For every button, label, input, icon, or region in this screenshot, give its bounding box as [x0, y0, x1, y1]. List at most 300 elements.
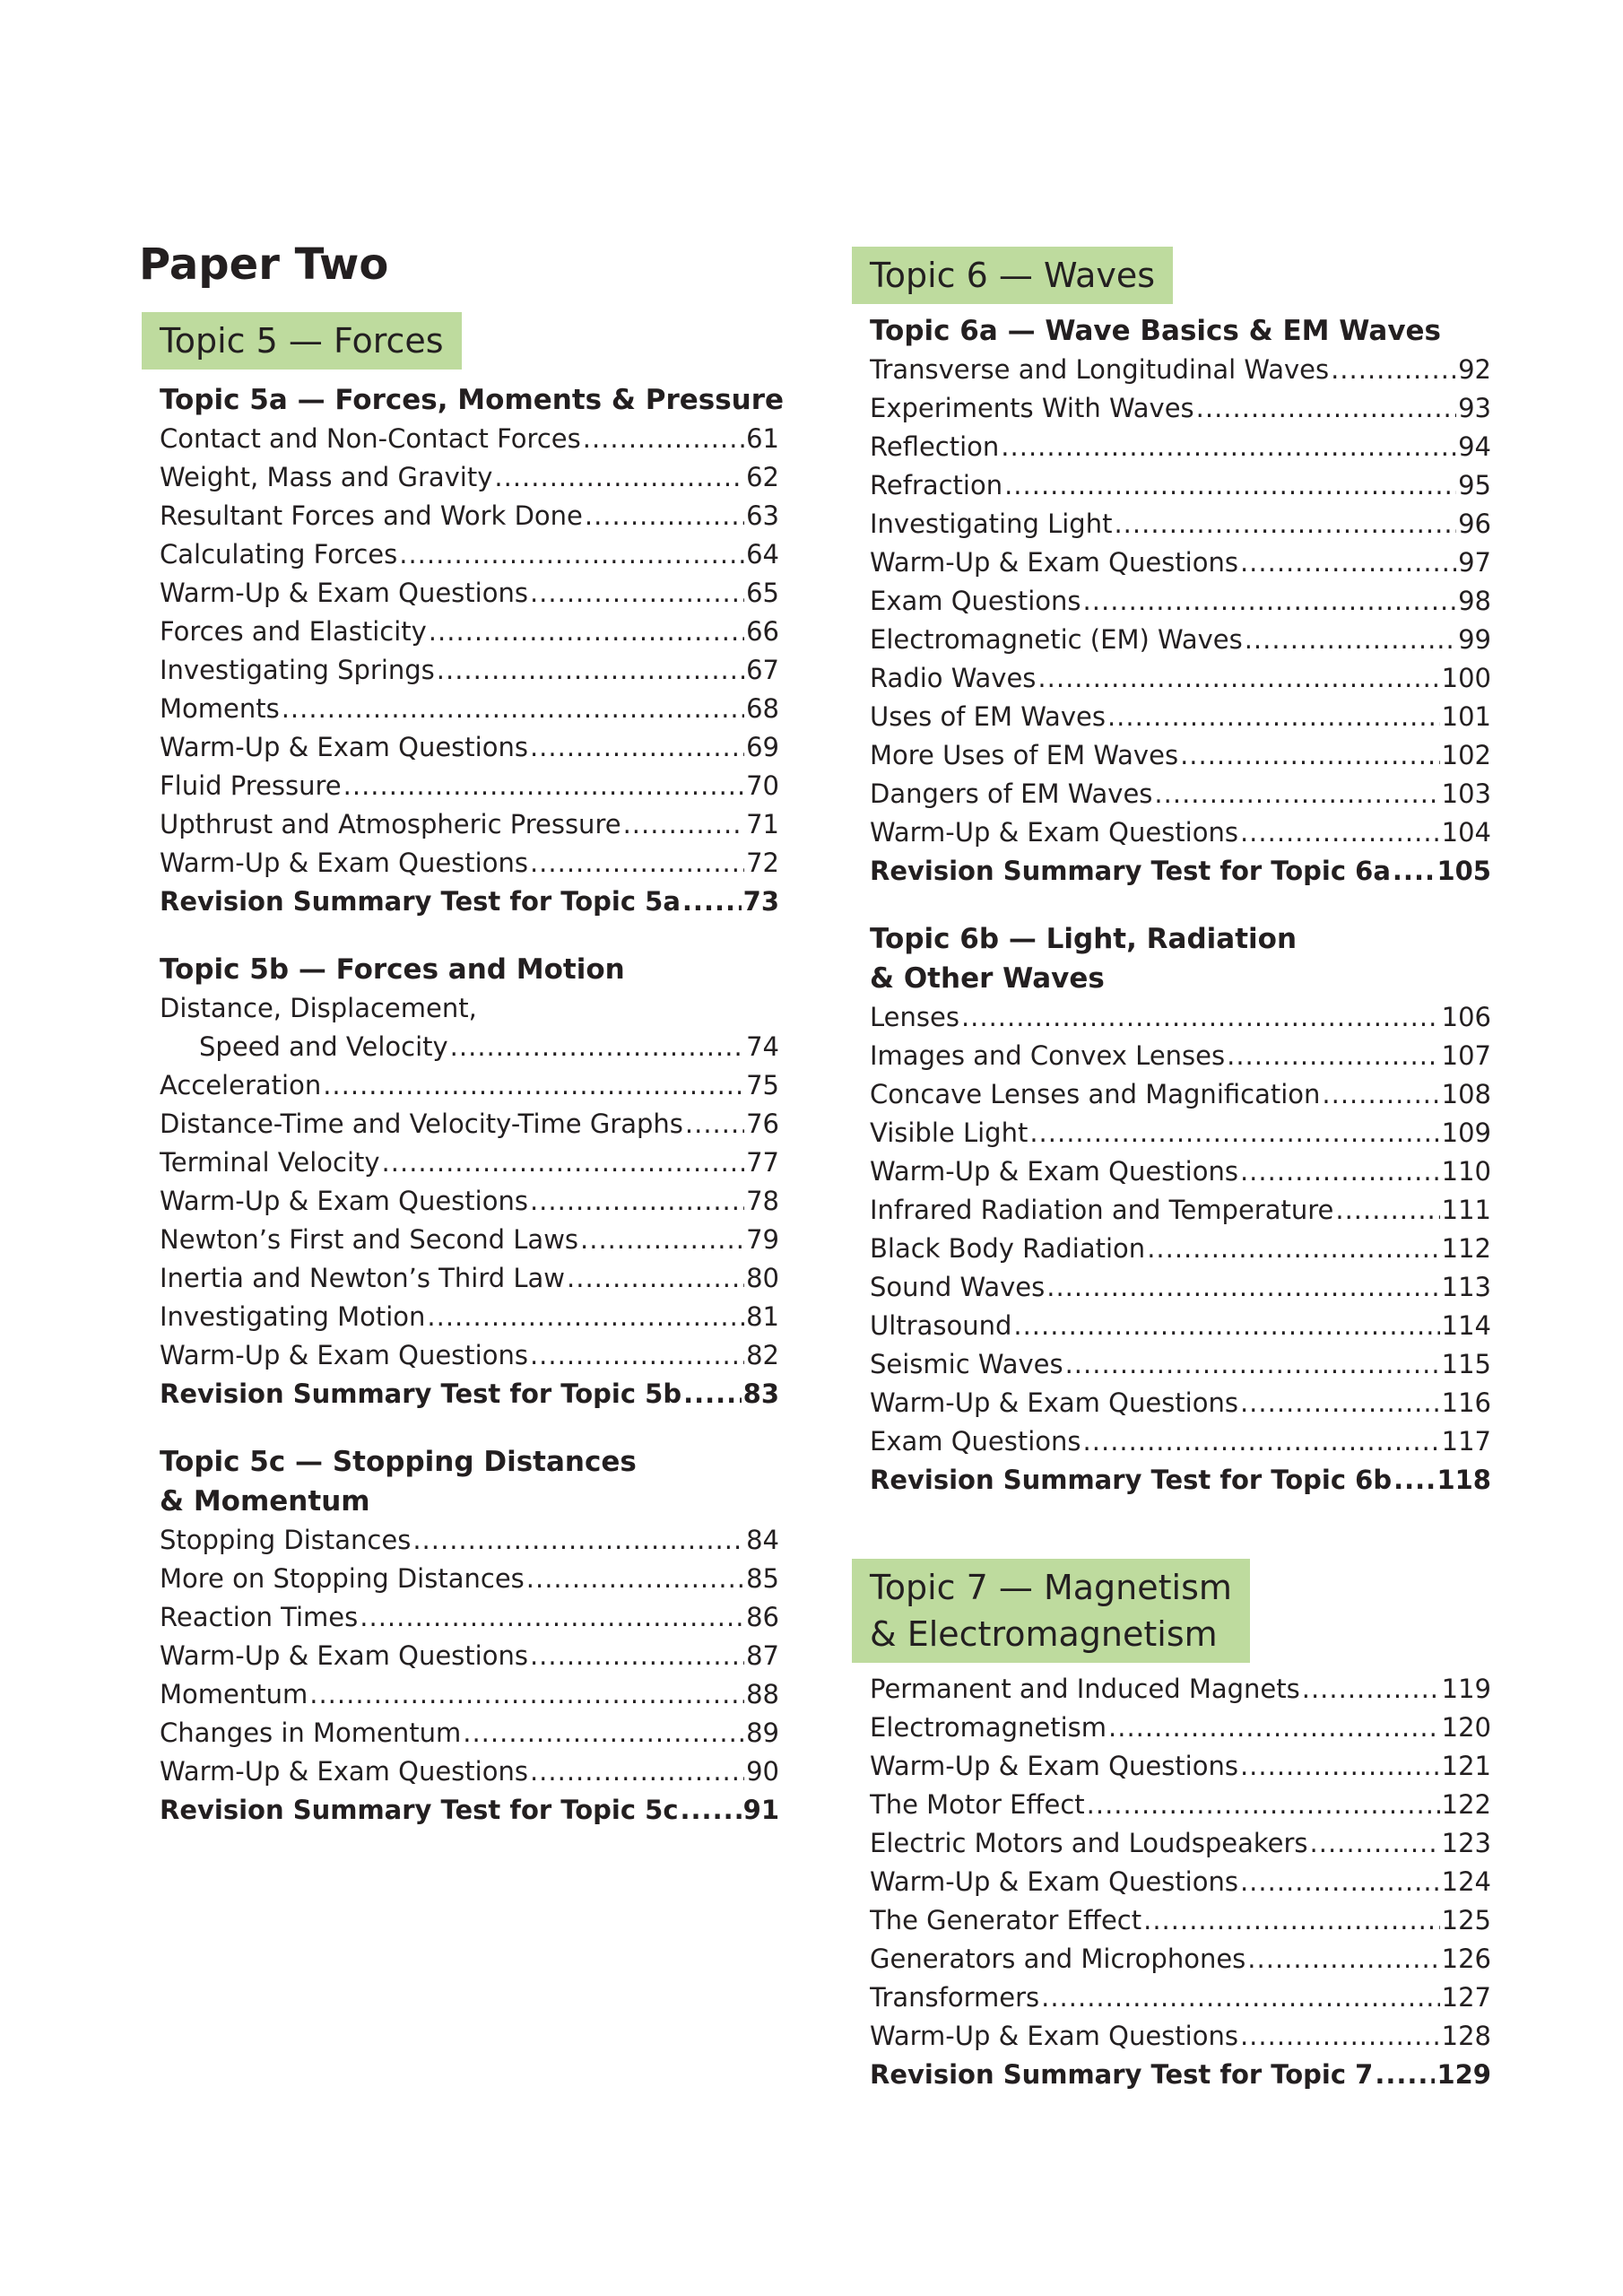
toc-entry-page: 65 — [746, 578, 779, 608]
toc-entry[interactable] — [160, 1182, 779, 1221]
toc-list-7 — [870, 1670, 1491, 2094]
toc-entry[interactable] — [160, 1298, 779, 1336]
toc-entry[interactable] — [160, 883, 779, 921]
dot-leader — [1240, 1863, 1440, 1901]
dot-leader — [1147, 1230, 1439, 1268]
toc-entry-title: Seismic Waves — [870, 1349, 1063, 1379]
dot-leader — [429, 613, 744, 651]
toc-entry[interactable] — [870, 1979, 1491, 2017]
toc-entry[interactable] — [870, 2017, 1491, 2056]
toc-entry-title-line2: Speed and Velocity — [199, 1031, 448, 1062]
dot-leader — [1143, 1901, 1440, 1940]
toc-entry[interactable] — [870, 621, 1491, 659]
toc-entry[interactable] — [870, 1747, 1491, 1786]
toc-entry-title: Calculating Forces — [160, 539, 398, 570]
toc-entry[interactable] — [160, 1791, 779, 1830]
topic-7-section — [852, 1559, 1491, 2094]
toc-entry-title: Permanent and Induced Magnets — [870, 1674, 1300, 1704]
toc-entry-title: Reaction Times — [160, 1602, 359, 1632]
toc-entry-page: 126 — [1441, 1944, 1491, 1974]
toc-entry[interactable] — [870, 351, 1491, 389]
dot-leader — [1227, 1037, 1440, 1075]
dot-leader — [1001, 428, 1456, 466]
toc-entry-page: 102 — [1441, 740, 1491, 770]
toc-entry-page: 123 — [1441, 1828, 1491, 1858]
topic-5c-title-line2: & Momentum — [160, 1485, 370, 1518]
dot-leader — [1322, 1075, 1439, 1114]
toc-entry-page: 113 — [1441, 1272, 1491, 1302]
dot-leader — [1310, 1824, 1440, 1863]
toc-list-5b-rest — [160, 1066, 779, 1413]
dot-leader — [1331, 351, 1456, 389]
toc-entry[interactable] — [870, 428, 1491, 466]
dot-leader — [427, 1298, 744, 1336]
toc-entry-title: Reflection — [870, 431, 1000, 462]
toc-entry-page: 93 — [1458, 393, 1491, 423]
toc-entry-page: 107 — [1441, 1040, 1491, 1071]
toc-entry[interactable] — [870, 1268, 1491, 1307]
toc-entry-page: 127 — [1441, 1982, 1491, 2013]
toc-entry[interactable] — [160, 690, 779, 728]
toc-entry-page: 94 — [1458, 431, 1491, 462]
toc-entry[interactable] — [870, 775, 1491, 813]
dot-leader — [309, 1675, 744, 1714]
dot-leader — [1083, 582, 1457, 621]
dot-leader — [1004, 466, 1456, 505]
dot-leader — [1240, 544, 1456, 582]
dot-leader — [1065, 1345, 1440, 1384]
dot-leader — [282, 690, 744, 728]
toc-entry-title: Revision Summary Test for Topic 6a — [870, 856, 1391, 886]
toc-entry[interactable] — [160, 1336, 779, 1375]
dot-leader — [530, 728, 744, 767]
toc-entry-page: 122 — [1441, 1789, 1491, 1820]
toc-entry-title: Warm-Up & Exam Questions — [160, 1640, 528, 1671]
toc-entry-page: 67 — [746, 655, 779, 685]
page-title: Paper Two — [139, 239, 389, 290]
toc-entry-title: Warm-Up & Exam Questions — [870, 2021, 1238, 2051]
toc-entry[interactable] — [870, 1384, 1491, 1422]
toc-entry-page: 98 — [1458, 586, 1491, 616]
toc-entry-page: 119 — [1441, 1674, 1491, 1704]
dot-leader — [1107, 698, 1440, 736]
dot-leader — [1013, 1307, 1439, 1345]
toc-entry-title: Moments — [160, 693, 280, 724]
toc-entry-title: The Motor Effect — [870, 1789, 1085, 1820]
toc-entry-title: Sound Waves — [870, 1272, 1046, 1302]
toc-entry-page: 125 — [1441, 1905, 1491, 1935]
toc-entry-title: Distance-Time and Velocity-Time Graphs — [160, 1109, 683, 1139]
left-column — [142, 312, 785, 1830]
topic-6-banner — [852, 247, 1173, 304]
toc-entry[interactable] — [870, 659, 1491, 698]
toc-entry-title: Transformers — [870, 1982, 1040, 2013]
toc-entry[interactable] — [160, 1714, 779, 1752]
dot-leader — [323, 1066, 744, 1105]
right-column — [852, 247, 1491, 2094]
toc-entry-page: 115 — [1441, 1349, 1491, 1379]
toc-entry-page: 109 — [1441, 1118, 1491, 1148]
topic-6b-title-line1: Topic 6b — Light, Radiation — [870, 923, 1298, 955]
dot-leader — [530, 574, 744, 613]
toc-entry-page: 114 — [1441, 1310, 1491, 1341]
toc-entry-title: Dangers of EM Waves — [870, 778, 1153, 809]
toc-entry-page: 106 — [1441, 1002, 1491, 1032]
toc-entry-page: 96 — [1458, 509, 1491, 539]
toc-entry-title: Infrared Radiation and Temperature — [870, 1195, 1334, 1225]
toc-entry[interactable] — [160, 1637, 779, 1675]
toc-entry-title: Revision Summary Test for Topic 5c — [160, 1795, 679, 1825]
toc-entry[interactable] — [160, 1144, 779, 1182]
toc-entry-page: 82 — [746, 1340, 779, 1370]
toc-entry[interactable] — [160, 1221, 779, 1259]
toc-entry[interactable] — [870, 998, 1491, 1037]
topic-5-banner-text: Topic 5 — Forces — [160, 321, 444, 361]
toc-entry[interactable] — [160, 1521, 779, 1560]
toc-entry-title: More on Stopping Distances — [160, 1563, 525, 1594]
toc-entry[interactable] — [870, 1940, 1491, 1979]
toc-entry-title: Forces and Elasticity — [160, 616, 427, 647]
toc-entry[interactable] — [870, 2056, 1491, 2094]
toc-entry-page: 95 — [1458, 470, 1491, 500]
dot-leader — [1037, 659, 1439, 698]
topic-7-banner-line1: Topic 7 — Magnetism — [870, 1568, 1232, 1607]
toc-entry-page: 84 — [746, 1525, 779, 1555]
dot-leader — [1302, 1670, 1440, 1709]
toc-entry-page: 105 — [1436, 856, 1491, 886]
toc-entry-title: Warm-Up & Exam Questions — [870, 1387, 1238, 1418]
toc-entry-title: Revision Summary Test for Topic 7 — [870, 2059, 1374, 2090]
toc-entry[interactable] — [870, 736, 1491, 775]
toc-entry-page: 101 — [1441, 701, 1491, 732]
toc-entry[interactable] — [870, 1230, 1491, 1268]
toc-entry-page: 75 — [746, 1070, 779, 1100]
toc-entry-page: 99 — [1458, 624, 1491, 655]
toc-entry-title: Contact and Non-Contact Forces — [160, 423, 581, 454]
toc-entry[interactable] — [870, 698, 1491, 736]
toc-entry-title: Electromagnetism — [870, 1712, 1107, 1743]
dot-leader — [1154, 775, 1439, 813]
toc-entry-page: 112 — [1441, 1233, 1491, 1264]
toc-entry-page: 80 — [746, 1263, 779, 1293]
toc-entry-title: Revision Summary Test for Topic 5b — [160, 1378, 682, 1409]
dot-leader — [382, 1144, 745, 1182]
toc-entry-page: 77 — [746, 1147, 779, 1178]
toc-entry[interactable] — [160, 767, 779, 805]
toc-entry-page: 90 — [746, 1756, 779, 1787]
toc-entry-title: Warm-Up & Exam Questions — [160, 1340, 528, 1370]
toc-entry[interactable] — [160, 1375, 779, 1413]
toc-entry[interactable] — [870, 1901, 1491, 1940]
toc-entry-title: Uses of EM Waves — [870, 701, 1106, 732]
dot-leader — [1108, 1709, 1440, 1747]
toc-entry[interactable] — [870, 1709, 1491, 1747]
toc-entry-title: Weight, Mass and Gravity — [160, 462, 493, 492]
dot-leader — [681, 1791, 742, 1830]
toc-entry-title: Warm-Up & Exam Questions — [870, 1751, 1238, 1781]
topic-6a-title: Topic 6a — Wave Basics & EM Waves — [870, 315, 1441, 347]
toc-entry-title: Electric Motors and Loudspeakers — [870, 1828, 1308, 1858]
dot-leader — [583, 420, 744, 458]
toc-entry-page: 110 — [1441, 1156, 1491, 1187]
dot-leader — [683, 1375, 742, 1413]
toc-entry-page: 68 — [746, 693, 779, 724]
toc-entry-page: 74 — [746, 1031, 779, 1062]
toc-entry-title: Investigating Motion — [160, 1301, 426, 1332]
dot-leader — [399, 535, 744, 574]
toc-entry-title: Lenses — [870, 1002, 959, 1032]
dot-leader — [1041, 1979, 1440, 2017]
toc-entry-title: Transverse and Longitudinal Waves — [870, 354, 1330, 385]
dot-leader — [685, 1105, 744, 1144]
toc-entry-page: 116 — [1441, 1387, 1491, 1418]
toc-entry-page: 73 — [742, 886, 779, 917]
dot-leader — [1083, 1422, 1440, 1461]
toc-entry[interactable] — [160, 458, 779, 497]
dot-leader — [1180, 736, 1440, 775]
toc-entry[interactable] — [160, 574, 779, 613]
toc-entry-title: More Uses of EM Waves — [870, 740, 1179, 770]
topic-5a-section — [160, 380, 785, 921]
toc-entry-title: Exam Questions — [870, 1426, 1081, 1457]
dot-leader — [1245, 621, 1456, 659]
dot-leader — [530, 1752, 744, 1791]
toc-entry[interactable] — [870, 1307, 1491, 1345]
toc-entry-page: 120 — [1441, 1712, 1491, 1743]
toc-entry[interactable] — [160, 420, 779, 458]
toc-entry-title: Newton’s First and Second Laws — [160, 1224, 579, 1255]
topic-6-banner-text: Topic 6 — Waves — [870, 256, 1156, 295]
toc-entry-title: Warm-Up & Exam Questions — [870, 1156, 1238, 1187]
dot-leader — [1196, 389, 1456, 428]
toc-entry[interactable] — [870, 582, 1491, 621]
toc-entry-page: 108 — [1441, 1079, 1491, 1109]
dot-leader — [526, 1560, 744, 1598]
toc-entry-title: Warm-Up & Exam Questions — [870, 1866, 1238, 1897]
toc-entry[interactable] — [870, 1191, 1491, 1230]
toc-entry-title: Revision Summary Test for Topic 5a — [160, 886, 681, 917]
dot-leader — [343, 767, 744, 805]
dot-leader — [585, 497, 744, 535]
toc-entry[interactable] — [870, 1786, 1491, 1824]
dot-leader — [360, 1598, 744, 1637]
toc-entry-page: 78 — [746, 1186, 779, 1216]
dot-leader — [494, 458, 744, 497]
toc-entry[interactable] — [160, 1560, 779, 1598]
topic-5-section — [142, 312, 785, 1830]
toc-entry-title: The Generator Effect — [870, 1905, 1142, 1935]
toc-entry-page: 72 — [746, 848, 779, 878]
toc-entry-page: 89 — [746, 1718, 779, 1748]
dot-leader — [961, 998, 1440, 1037]
toc-entry-title: Investigating Light — [870, 509, 1113, 539]
toc-entry-page: 85 — [746, 1563, 779, 1594]
toc-entry-page: 104 — [1441, 817, 1491, 848]
toc-entry[interactable] — [870, 1075, 1491, 1114]
dot-leader — [412, 1521, 744, 1560]
dot-leader — [530, 844, 744, 883]
toc-entry-page: 100 — [1441, 663, 1491, 693]
dot-leader — [1240, 1747, 1440, 1786]
toc-entry-title: Warm-Up & Exam Questions — [870, 547, 1238, 578]
toc-entry-page: 63 — [746, 500, 779, 531]
toc-entry[interactable] — [160, 728, 779, 767]
toc-entry-page: 117 — [1441, 1426, 1491, 1457]
toc-list-5b — [160, 989, 779, 1066]
toc-entry-page: 121 — [1441, 1751, 1491, 1781]
toc-entry-title: Changes in Momentum — [160, 1718, 462, 1748]
toc-entry-page: 83 — [742, 1378, 779, 1409]
toc-entry-page: 124 — [1441, 1866, 1491, 1897]
toc-list-6b — [870, 998, 1491, 1500]
toc-entry-title: Revision Summary Test for Topic 6b — [870, 1465, 1393, 1495]
dot-leader — [530, 1637, 744, 1675]
topic-5b-title: Topic 5b — Forces and Motion — [160, 953, 625, 986]
toc-entry-title: Acceleration — [160, 1070, 322, 1100]
toc-list-5c — [160, 1521, 779, 1830]
toc-entry[interactable] — [160, 1066, 779, 1105]
toc-entry-title: Momentum — [160, 1679, 308, 1709]
dot-leader — [580, 1221, 744, 1259]
dot-leader — [437, 651, 744, 690]
toc-entry-title: Warm-Up & Exam Questions — [160, 732, 528, 762]
toc-entry[interactable] — [870, 389, 1491, 428]
toc-entry-page: 91 — [742, 1795, 779, 1825]
toc-entry-title: Black Body Radiation — [870, 1233, 1146, 1264]
topic-5-banner — [142, 312, 462, 370]
toc-entry[interactable] — [160, 1752, 779, 1791]
toc-entry[interactable] — [160, 651, 779, 690]
dot-leader — [1335, 1191, 1439, 1230]
toc-entry-title: Experiments With Waves — [870, 393, 1194, 423]
dot-leader — [1240, 1384, 1440, 1422]
topic-6b-section — [870, 919, 1491, 1500]
toc-entry-page: 81 — [746, 1301, 779, 1332]
toc-entry-title: Images and Convex Lenses — [870, 1040, 1226, 1071]
toc-entry[interactable] — [160, 1259, 779, 1298]
topic-7-entries — [870, 1670, 1491, 2094]
toc-entry[interactable] — [870, 1824, 1491, 1863]
toc-entry-page: 69 — [746, 732, 779, 762]
toc-entry-title: Warm-Up & Exam Questions — [870, 817, 1238, 848]
dot-leader — [1393, 1461, 1435, 1500]
toc-entry-page: 129 — [1436, 2059, 1491, 2090]
toc-entry[interactable] — [870, 1345, 1491, 1384]
toc-entry-page: 62 — [746, 462, 779, 492]
toc-entry-page: 71 — [746, 809, 779, 839]
toc-entry-title: Visible Light — [870, 1118, 1028, 1148]
dot-leader — [1240, 1152, 1440, 1191]
dot-leader — [450, 1028, 744, 1066]
dot-leader — [1393, 852, 1436, 891]
toc-entry[interactable] — [160, 989, 779, 1066]
toc-entry-title: Stopping Distances — [160, 1525, 412, 1555]
dot-leader — [1240, 2017, 1440, 2056]
topic-6a-section — [870, 311, 1491, 891]
toc-entry[interactable] — [160, 1105, 779, 1144]
toc-entry-page: 79 — [746, 1224, 779, 1255]
dot-leader — [1087, 1786, 1440, 1824]
toc-entry[interactable] — [870, 852, 1491, 891]
topic-7-banner — [852, 1559, 1250, 1663]
topic-6b-title-line2: & Other Waves — [870, 962, 1105, 995]
toc-entry-page: 76 — [746, 1109, 779, 1139]
toc-entry[interactable] — [870, 466, 1491, 505]
dot-leader — [1247, 1940, 1439, 1979]
toc-entry[interactable] — [160, 497, 779, 535]
toc-entry-page: 128 — [1441, 2021, 1491, 2051]
toc-entry-title: Warm-Up & Exam Questions — [160, 1756, 528, 1787]
toc-entry[interactable] — [870, 505, 1491, 544]
toc-entry[interactable] — [160, 805, 779, 844]
toc-entry-title: Warm-Up & Exam Questions — [160, 848, 528, 878]
toc-entry-title: Concave Lenses and Magnification — [870, 1079, 1321, 1109]
dot-leader — [1375, 2056, 1435, 2094]
dot-leader — [1029, 1114, 1439, 1152]
toc-entry-title: Warm-Up & Exam Questions — [160, 578, 528, 608]
toc-entry[interactable] — [160, 535, 779, 574]
toc-entry-page: 61 — [746, 423, 779, 454]
dot-leader — [682, 883, 742, 921]
topic-5c-title-line1: Topic 5c — Stopping Distances — [160, 1446, 637, 1478]
toc-entry[interactable] — [870, 1152, 1491, 1191]
toc-entry[interactable] — [160, 1675, 779, 1714]
dot-leader — [530, 1182, 744, 1221]
toc-entry-title: Warm-Up & Exam Questions — [160, 1186, 528, 1216]
toc-entry-title: Investigating Springs — [160, 655, 435, 685]
topic-5b-section — [160, 950, 779, 1413]
toc-entry-title: Radio Waves — [870, 663, 1037, 693]
toc-entry[interactable] — [870, 1037, 1491, 1075]
toc-entry-title: Electromagnetic (EM) Waves — [870, 624, 1243, 655]
toc-entry-page: 103 — [1441, 778, 1491, 809]
toc-entry[interactable] — [870, 544, 1491, 582]
toc-entry[interactable] — [160, 1598, 779, 1637]
toc-entry-title: Upthrust and Atmospheric Pressure — [160, 809, 621, 839]
toc-entry[interactable] — [870, 1114, 1491, 1152]
toc-entry-title: Inertia and Newton’s Third Law — [160, 1263, 566, 1293]
dot-leader — [1114, 505, 1456, 544]
toc-list-6a — [870, 351, 1491, 891]
dot-leader — [530, 1336, 744, 1375]
toc-entry[interactable] — [870, 813, 1491, 852]
toc-entry-title: Exam Questions — [870, 586, 1081, 616]
toc-entry[interactable] — [870, 1461, 1491, 1500]
toc-entry-title: Fluid Pressure — [160, 770, 342, 801]
toc-entry[interactable] — [870, 1863, 1491, 1901]
toc-entry-page: 92 — [1458, 354, 1491, 385]
dot-leader — [1046, 1268, 1439, 1307]
dot-leader — [567, 1259, 744, 1298]
toc-entry-page: 87 — [746, 1640, 779, 1671]
toc-entry[interactable] — [160, 844, 779, 883]
toc-entry[interactable] — [870, 1670, 1491, 1709]
toc-entry-title: Resultant Forces and Work Done — [160, 500, 583, 531]
toc-entry-page: 70 — [746, 770, 779, 801]
topic-5a-title: Topic 5a — Forces, Moments & Pressure — [160, 384, 785, 416]
topic-6-section — [852, 247, 1491, 1500]
toc-entry[interactable] — [870, 1422, 1491, 1461]
toc-entry[interactable] — [160, 613, 779, 651]
toc-entry-page: 64 — [746, 539, 779, 570]
toc-entry-title-line1: Distance, Displacement, — [160, 993, 477, 1023]
dot-leader — [623, 805, 745, 844]
toc-entry-page: 97 — [1458, 547, 1491, 578]
toc-entry-page: 111 — [1441, 1195, 1491, 1225]
toc-entry-page: 86 — [746, 1602, 779, 1632]
toc-entry-page: 118 — [1436, 1465, 1491, 1495]
dot-leader — [1240, 813, 1440, 852]
